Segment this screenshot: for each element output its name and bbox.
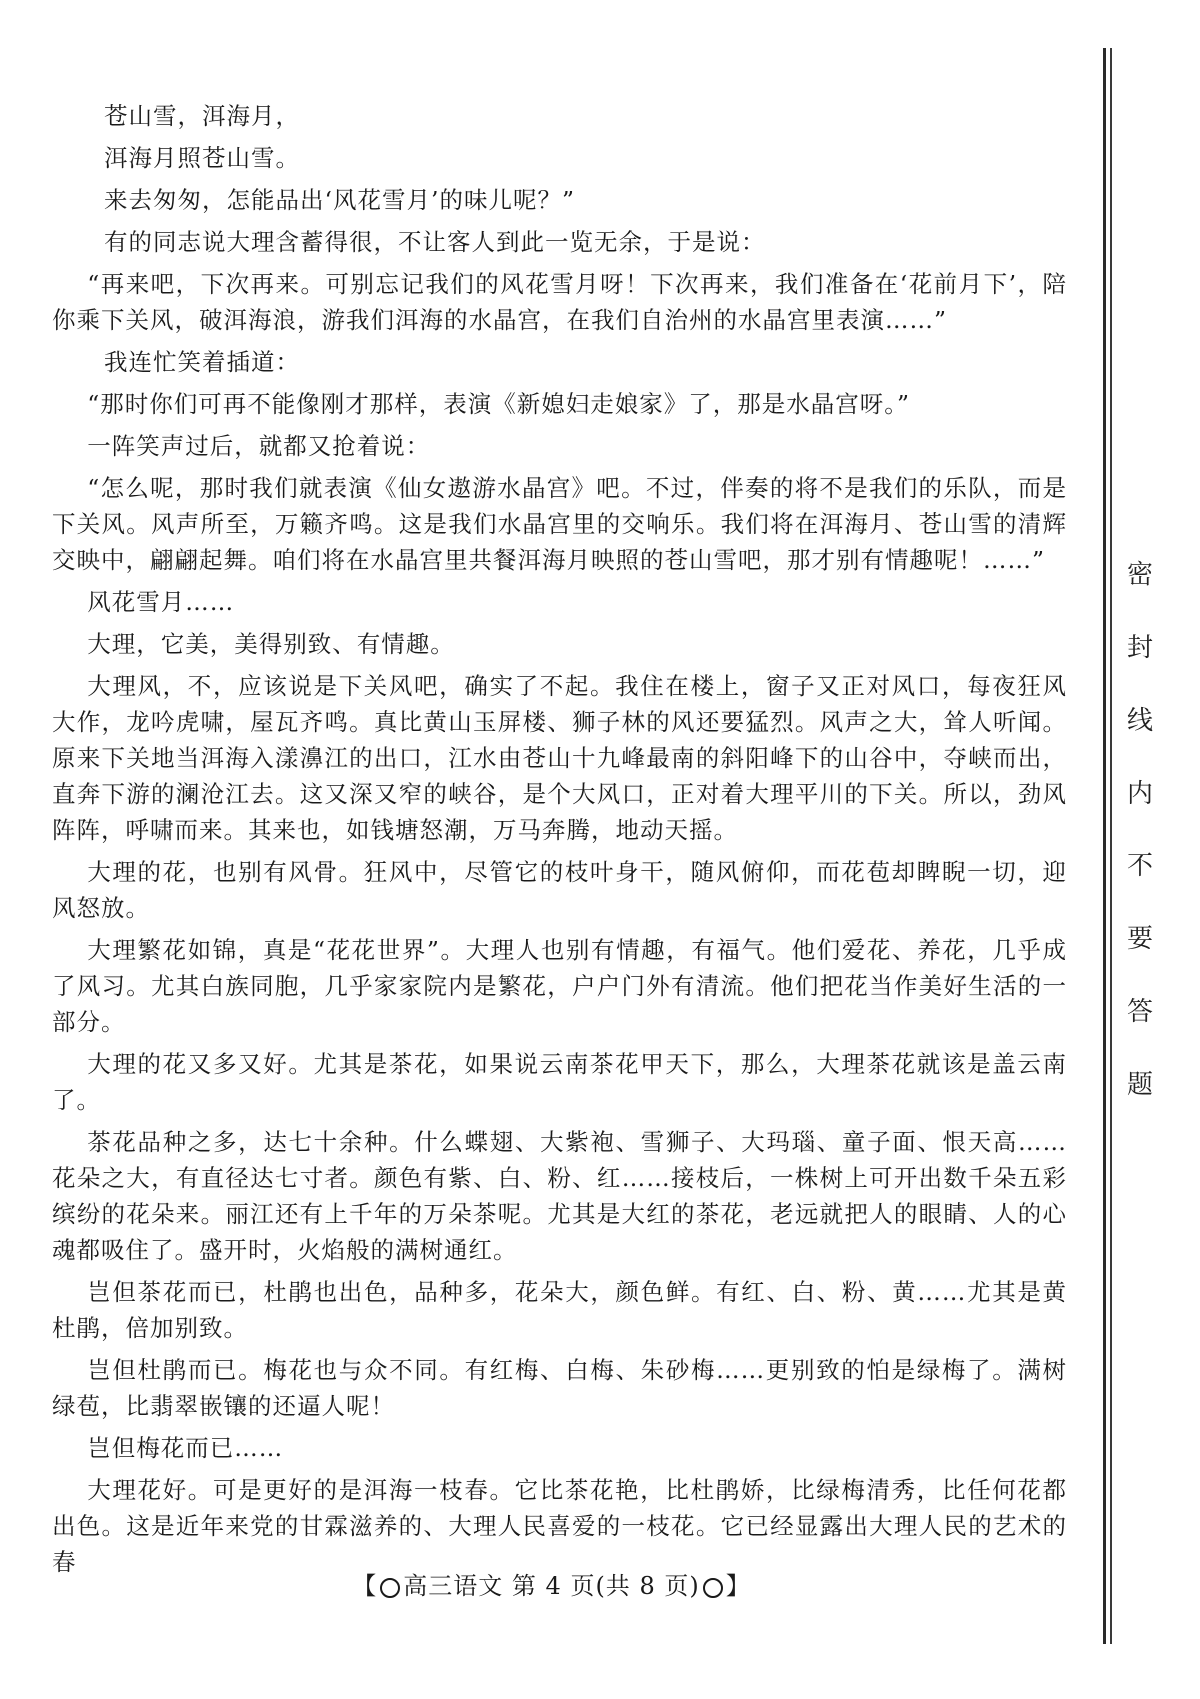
binding-char: 封 [1126,632,1153,663]
paragraph: 来去匆匆，怎能品出‘风花雪月’的味儿呢？” [104,186,575,214]
paragraph: 风花雪月…… [87,588,235,616]
paragraph: 大理，它美，美得别致、有情趣。 [87,630,455,658]
paragraph: 岂但杜鹃而已。梅花也与众不同。有红梅、白梅、朱砂梅……更别致的怕是绿梅了。满树绿苞，比翡翠嵌镶的还逼人呢！ [52,1356,1067,1420]
paragraph: 一阵笑声过后，就都又抢着说： [87,432,431,460]
paragraph: 岂但茶花而已，杜鹃也出色，品种多，花朵大，颜色鲜。有红、白、粉、黄……尤其是黄杜鹃，倍加别致。 [52,1278,1067,1342]
paragraph: “那时你们可再不能像刚才那样，表演《新媳妇走娘家》了，那是水晶宫呀。” [87,390,911,418]
footer-page-info: 第 4 页(共 8 页) [511,1572,700,1600]
paragraph: 茶花品种之多，达七十余种。什么蝶翅、大紫袍、雪狮子、大玛瑙、童子面、恨天高……花朵之大，有直径达七寸者。颜色有紫、白、粉、红……接枝后，一株树上可开出数千朵五彩缤纷的花朵来。丽江还有上千年的万朵茶呢。尤其是大红的茶花，老远就把人的眼睛、人的心魂都吸住了。盛开时，火焰般的满树通红。 [52,1128,1067,1264]
paragraph: 大理花好。可是更好的是洱海一枝春。它比茶花艳，比杜鹃娇，比绿梅清秀，比任何花都出色。这是近年来党的甘霖滋养的、大理人民喜爱的一枝花。它已经显露出大理人民的艺术的春 [52,1476,1067,1576]
binding-char: 内 [1126,778,1153,809]
binding-char: 密 [1126,560,1153,590]
binding-char: 不 [1126,851,1153,882]
paragraph: “怎么呢，那时我们就表演《仙女遨游水晶宫》吧。不过，伴奏的将不是我们的乐队，而是下关风。风声所至，万籁齐鸣。这是我们水晶宫里的交响乐。我们将在洱海月、苍山雪的清辉交映中，翩翩起舞。咱们将在水晶宫里共餐洱海月映照的苍山雪吧，那才别有情趣呢！……” [52,474,1067,574]
page-footer [0,1571,1103,1601]
poem-line: 洱海月照苍山雪。 [104,144,300,172]
binding-char: 要 [1126,924,1153,955]
footer-bracket-close: 】 [725,1572,751,1600]
paragraph: 大理繁花如锦，真是“花花世界”。大理人也别有情趣，有福气。他们爱花、养花，几乎成了风习。尤其白族同胞，几乎家家院内是繁花，户户门外有清流。他们把花当作美好生活的一部分。 [52,936,1067,1036]
passage [52,98,1067,1586]
poem-line: 苍山雪，洱海月， [104,102,300,130]
paragraph: 岂但梅花而已…… [87,1434,284,1462]
paragraph: 大理的花又多又好。尤其是茶花，如果说云南茶花甲天下，那么，大理茶花就该是盖云南了。 [52,1050,1067,1114]
paragraph: 有的同志说大理含蓄得很，不让客人到此一览无余，于是说： [104,228,766,256]
paragraph: 大理风，不，应该说是下关风吧，确实了不起。我住在楼上，窗子又正对风口，每夜狂风大作，龙吟虎啸，屋瓦齐鸣。真比黄山玉屏楼、狮子林的风还要猛烈。风声之大，耸人听闻。原来下关地当洱海入漾濞江的出口，江水由苍山十九峰最南的斜阳峰下的山谷中，夺峡而出，直奔下游的澜沧江去。这又深又窄的峡谷，是个大风口，正对着大理平川的下关。所以，劲风阵阵，呼啸而来。其来也，如钱塘怒潮，万马奔腾，地动天摇。 [52,672,1067,844]
paragraph: 我连忙笑着插道： [104,348,300,376]
binding-line [1110,48,1112,1644]
paragraph: “再来吧，下次再来。可别忘记我们的风花雪月呀！下次再来，我们准备在‘花前月下’，陪你乘下关风，破洱海浪，游我们洱海的水晶宫，在我们自治州的水晶宫里表演……” [52,270,1067,334]
footer-exam: 高三语文 [403,1572,504,1600]
binding-char: 线 [1126,705,1153,736]
binding-char: 答 [1126,997,1153,1028]
paragraph: 大理的花，也别有风骨。狂风中，尽管它的枝叶身干，随风俯仰，而花苞却睥睨一切，迎风怒放。 [52,858,1067,922]
footer-bracket-open: 【 [352,1572,378,1600]
circle-icon [703,1578,723,1598]
binding-notice [1120,560,1160,1100]
circle-icon [380,1578,400,1598]
binding-char: 题 [1126,1069,1153,1100]
binding-line [1103,48,1106,1644]
